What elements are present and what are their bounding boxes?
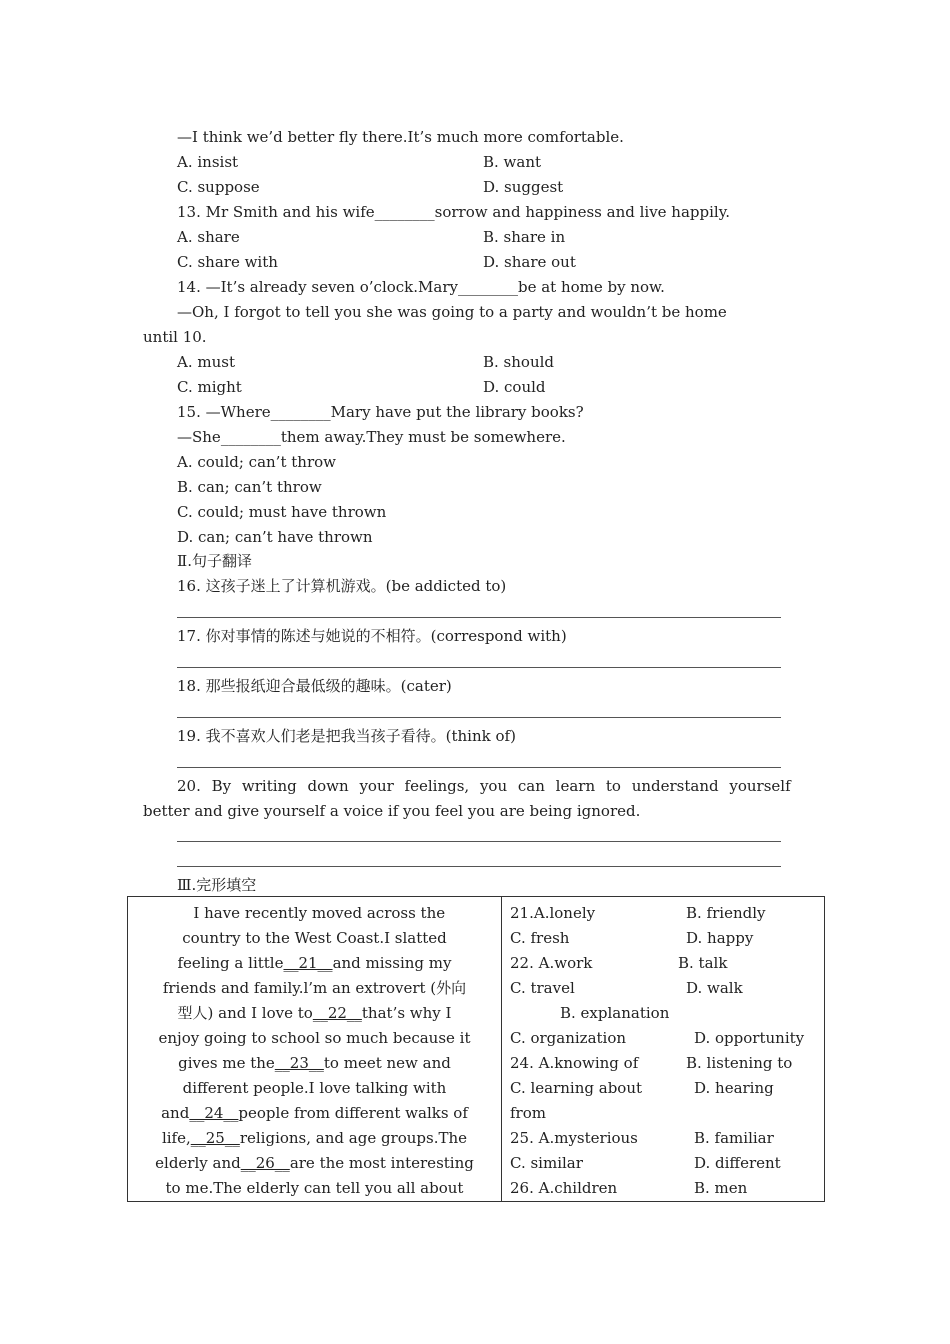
option-left: C. fresh (510, 929, 570, 947)
option-left: 24. A.knowing of (510, 1054, 639, 1072)
passage-line: friends and family.l’m an extrovert (外向 (162, 979, 467, 997)
q16-answer-line (177, 617, 781, 618)
q20-answer-line-2 (177, 866, 781, 867)
passage-line: country to the West Coast.I slatted (182, 929, 447, 947)
option-row (510, 901, 824, 926)
q15-option-b: B. can; can’t throw (177, 478, 322, 496)
cloze-passage-cell (128, 897, 502, 1202)
q20-answer-line-1 (177, 841, 781, 842)
passage-line: I have recently moved across the (193, 904, 446, 922)
option-right: B. talk (678, 954, 728, 972)
option-right: B. familiar (694, 1129, 774, 1147)
option-right: D. happy (686, 929, 754, 947)
passage-line: enjoy going to school so much because it (158, 1029, 471, 1047)
q15-reply: —She________them away.They must be somewhere. (177, 428, 566, 446)
option-row (510, 951, 824, 976)
option-row (510, 1076, 824, 1101)
option-row (510, 1151, 824, 1176)
option-left: from (510, 1104, 546, 1122)
option-right: B. friendly (686, 904, 766, 922)
q20-prompt-cont: better and give yourself a voice if you feel you are being ignored. (143, 802, 641, 820)
q15-option-c: C. could; must have thrown (177, 503, 387, 521)
q14-option-a: A. must (177, 353, 235, 371)
option-left: 21.A.lonely (510, 904, 596, 922)
q18-answer-line (177, 717, 781, 718)
option-left: 26. A.children (510, 1179, 618, 1197)
q19-prompt: 19. 我不喜欢人们老是把我当孩子看待。(think of) (177, 727, 516, 745)
q14-option-c: C. might (177, 378, 242, 396)
section-3-title: Ⅲ.完形填空 (177, 876, 257, 894)
passage-line: feeling a little__21__and missing my (177, 954, 452, 972)
passage-line: gives me the__23__to meet new and (178, 1054, 451, 1072)
passage-line: 型人) and I love to__22__that’s why I (177, 1004, 452, 1022)
option-row (510, 1001, 824, 1026)
option-left: C. similar (510, 1154, 583, 1172)
q13-option-a: A. share (177, 228, 240, 246)
q13-option-b: B. share in (483, 228, 566, 246)
option-row (510, 1101, 824, 1126)
option-row (510, 1176, 824, 1201)
option-left: C. organization (510, 1029, 627, 1047)
passage-line: elderly and__26__are the most interesting (155, 1154, 474, 1172)
section-2-title: Ⅱ.句子翻译 (177, 552, 252, 570)
cloze-passage (128, 897, 501, 1201)
q12-dialogue-line: —I think we’d better fly there.It’s much more comfortable. (177, 128, 624, 146)
option-left: C. travel (510, 979, 575, 997)
q19-answer-line (177, 767, 781, 768)
q14-option-b: B. should (483, 353, 555, 371)
option-right: B. men (694, 1179, 748, 1197)
option-right: D. hearing (694, 1079, 774, 1097)
q17-answer-line (177, 667, 781, 668)
option-row (510, 926, 824, 951)
option-row (510, 1126, 824, 1151)
blank-25: __25__ (190, 1129, 240, 1147)
blank-24: __24__ (189, 1104, 239, 1122)
option-right: D. walk (686, 979, 743, 997)
cloze-options-cell (502, 897, 825, 1202)
blank-21: __21__ (283, 954, 333, 972)
q18-prompt: 18. 那些报纸迎合最低级的趣味。(cater) (177, 677, 452, 695)
q12-option-c: C. suppose (177, 178, 260, 196)
option-row (510, 1051, 824, 1076)
q13-option-d: D. share out (483, 253, 576, 271)
cloze-options (502, 897, 824, 1201)
passage-line: different people.I love talking with (182, 1079, 447, 1097)
q20-prompt: 20. By writing down your feelings, you can learn to understand yourself (177, 777, 791, 795)
q14-option-d: D. could (483, 378, 546, 396)
q17-prompt: 17. 你对事情的陈述与她说的不相符。(correspond with) (177, 627, 567, 645)
option-left: 25. A.mysterious (510, 1129, 638, 1147)
q12-option-b: B. want (483, 153, 542, 171)
option-right: B. listening to (686, 1054, 793, 1072)
option-left: C. learning about (510, 1079, 643, 1097)
q12-option-d: D. suggest (483, 178, 564, 196)
blank-23: __23__ (274, 1054, 324, 1072)
passage-line: life,__25__religions, and age groups.The (161, 1129, 468, 1147)
option-row (510, 976, 824, 1001)
blank-22: __22__ (312, 1004, 362, 1022)
option-row (510, 1026, 824, 1051)
passage-line: to me.The elderly can tell you all about (165, 1179, 464, 1197)
q12-option-a: A. insist (177, 153, 239, 171)
option-right: D. opportunity (694, 1029, 805, 1047)
q15-stem: 15. —Where________Mary have put the library books? (177, 403, 584, 421)
q14-stem: 14. —It’s already seven o’clock.Mary________be at home by now. (177, 278, 665, 296)
passage-line: and__24__people from different walks of (161, 1104, 468, 1122)
option-left: 22. A.work (510, 954, 593, 972)
cloze-table (127, 896, 825, 1202)
q16-prompt: 16. 这孩子迷上了计算机游戏。(be addicted to) (177, 577, 507, 595)
blank-26: __26__ (240, 1154, 290, 1172)
q13-option-c: C. share with (177, 253, 278, 271)
q14-reply: —Oh, I forgot to tell you she was going to a party and wouldn’t be home (177, 303, 727, 321)
q14-reply-cont: until 10. (143, 328, 207, 346)
option-right: D. different (694, 1154, 781, 1172)
q15-option-d: D. can; can’t have thrown (177, 528, 373, 546)
option-right: B. explanation (560, 1004, 670, 1022)
q13-stem: 13. Mr Smith and his wife________sorrow and happiness and live happily. (177, 203, 730, 221)
q15-option-a: A. could; can’t throw (177, 453, 336, 471)
